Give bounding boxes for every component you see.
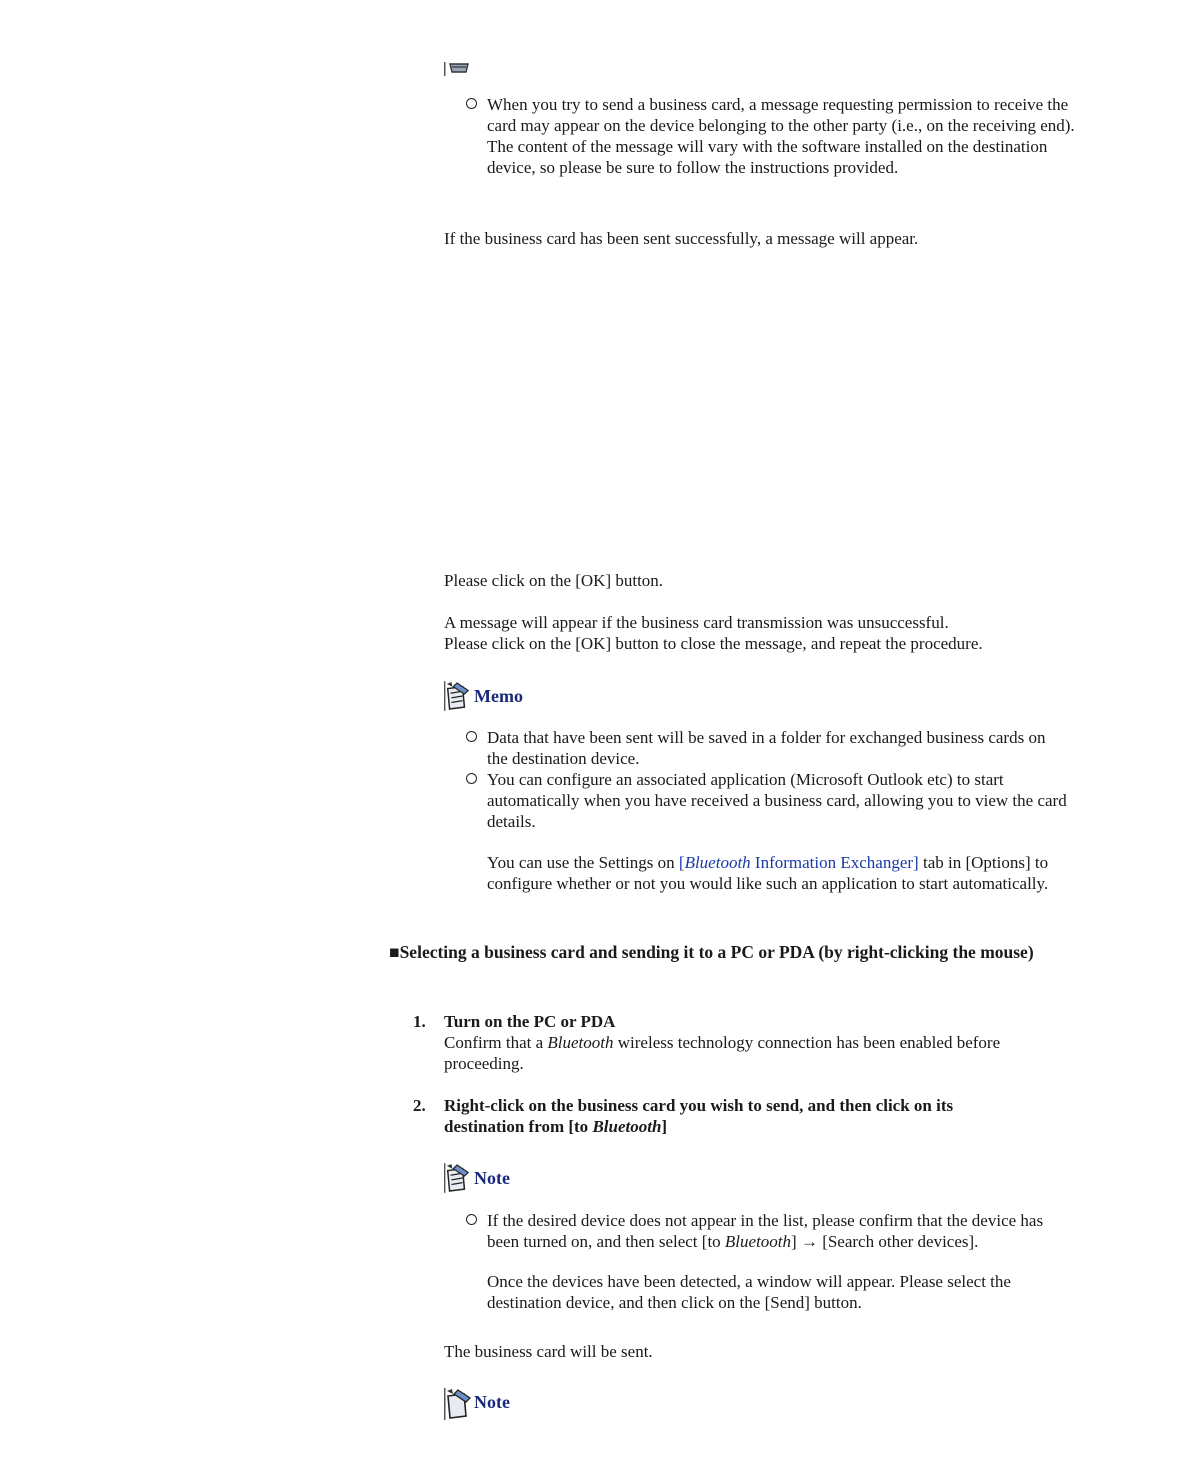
memo-icon: [444, 681, 470, 711]
note-icon: [444, 1163, 470, 1193]
settings-prefix: You can use the Settings on: [487, 853, 679, 872]
card-sent-text: The business card will be sent.: [444, 1342, 653, 1361]
step-2-title: Right-click on the business card you wish to send, and then click on its destination from [to Bluetooth]: [444, 1096, 954, 1136]
memo-bullet-1-text: Data that have been sent will be saved in a folder for exchanged business cards on the destination device.: [487, 728, 1046, 768]
note-label: Note: [474, 1168, 510, 1188]
bullet-marker: [466, 773, 477, 784]
section-marker: ■: [389, 942, 400, 962]
note-bullet-text: If the desired device does not appear in the list, please confirm that the device has been turned on, and then select [to Bluetooth] → [Search other devices].: [487, 1211, 1044, 1251]
bullet-marker: [466, 731, 477, 742]
sent-success-text: If the business card has been sent successfully, a message will appear.: [444, 229, 919, 248]
bottom-note-cropped: [444, 1388, 524, 1412]
memo-bullet-2-text: You can configure an associated application (Microsoft Outlook etc) to start automatically when you have received a business card, allowing you to view the card details.: [487, 770, 1067, 831]
note-followup-text: Once the devices have been detected, a window will appear. Please select the destination device, and then click on the [Send] button.: [487, 1272, 1011, 1312]
memo-label: Memo: [474, 686, 523, 706]
memo-settings-text: [487, 852, 1079, 894]
bullet-marker: [466, 98, 477, 109]
step-1-number: 1.: [413, 1012, 426, 1031]
unsuccessful-text-1: A message will appear if the business card transmission was unsuccessful.: [444, 613, 949, 632]
section-title-text: Selecting a business card and sending it to a PC or PDA (by right-clicking the mouse): [399, 942, 1034, 962]
step-1-title: Turn on the PC or PDA: [444, 1012, 616, 1031]
note-icon: [444, 1388, 472, 1420]
memo-icon-cropped: [444, 62, 474, 76]
bottom-note-label: Note: [474, 1392, 510, 1412]
bluetooth-information-exchanger-link[interactable]: [Bluetooth Information Exchanger]: [678, 853, 919, 872]
step-2-number: 2.: [413, 1096, 426, 1115]
unsuccessful-text-2: Please click on the [OK] button to close the message, and repeat the procedure.: [444, 634, 983, 653]
settings-suffix: tab in [Options] to configure whether or not you would like such an application to start automatically.: [487, 853, 1049, 893]
section-title: [389, 942, 1049, 963]
click-ok-text: Please click on the [OK] button.: [444, 571, 664, 590]
bullet-marker: [466, 1214, 477, 1225]
step-1-body: Confirm that a Bluetooth wireless technology connection has been enabled before proceeding.: [444, 1033, 1001, 1073]
top-note-bullet-text: When you try to send a business card, a message requesting permission to receive the card may appear on the device belonging to the other party (i.e., on the receiving end). The content of the message will vary with the software installed on the destination device, so please be sure to follow the instructions provided.: [487, 95, 1075, 177]
